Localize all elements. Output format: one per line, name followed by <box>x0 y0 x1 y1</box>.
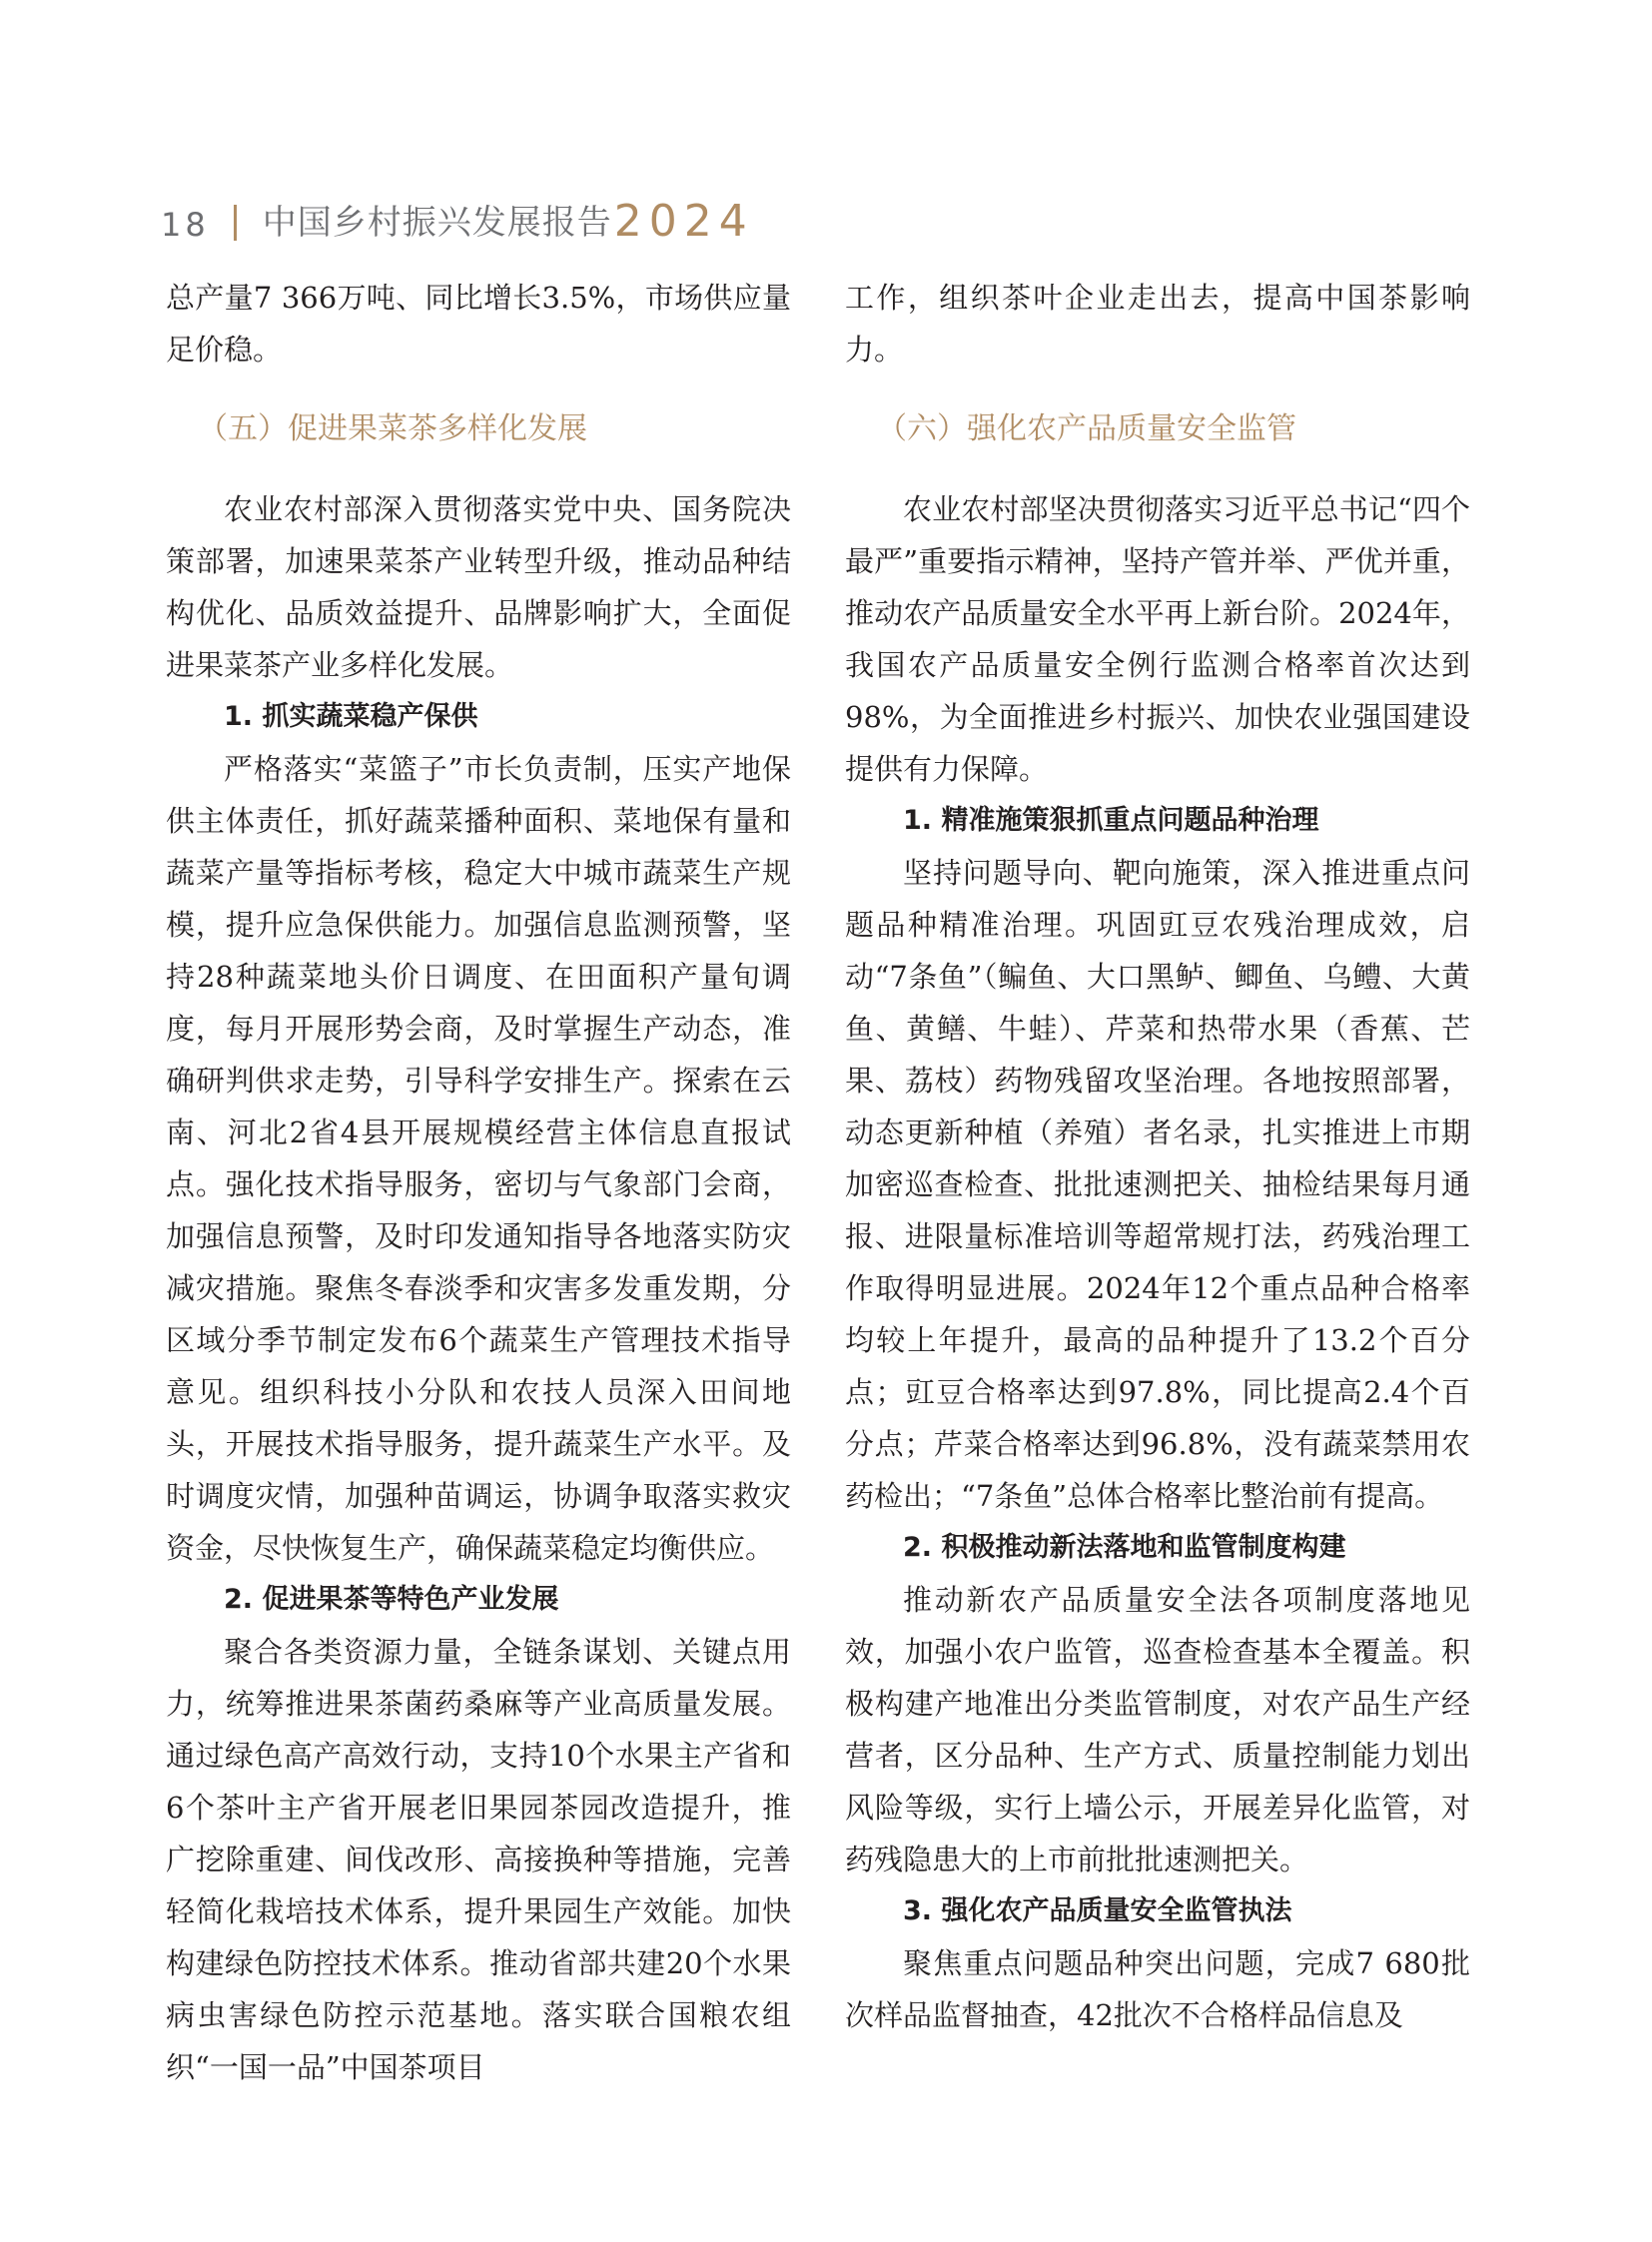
subheading-new-law: 2. 积极推动新法落地和监管制度构建 <box>903 1532 1346 1563</box>
book-title: 中国乡村振兴发展报告 <box>262 203 612 243</box>
section-6-intro: 农业农村部坚决贯彻落实习近平总书记“四个最严”重要指示精神，坚持产管并举、严优并重，推动农产品质量安全水平再上新台阶。2024年，我国农产品质量安全例行监测合格率首次达到98%，为全面推进乡村振兴、加快农业强国建设提供有力保障。 <box>845 492 1470 786</box>
paragraph-fruit-tea-industry: 聚合各类资源力量，全链条谋划、关键点用力，统筹推进果茶菌药桑麻等产业高质量发展。通过绿色高产高效行动，支持10个水果主产省和6个茶叶主产省开展老旧果园茶园改造提升，推广挖除重建、间伐改形、高接换种等措施，完善轻简化栽培技术体系，提升果园生产效能。加快构建绿色防控技术体系。推动省部共建20个水果病虫害绿色防控示范基地。落实联合国粮农组织“一国一品”中国茶项目 <box>166 1635 791 2084</box>
subheading-vegetable-supply: 1. 抓实蔬菜稳产保供 <box>224 701 478 732</box>
section-5-intro: 农业农村部深入贯彻落实党中央、国务院决策部署，加速果菜茶产业转型升级，推动品种结构优化、品质效益提升、品牌影响扩大，全面促进果菜茶产业多样化发展。 <box>166 492 791 682</box>
paragraph-vegetable-supply: 严格落实“菜篮子”市长负责制，压实产地保供主体责任，抓好蔬菜播种面积、菜地保有量和蔬菜产量等指标考核，稳定大中城市蔬菜生产规模，提升应急保供能力。加强信息监测预警，坚持28种蔬菜地头价日调度、在田面积产量旬调度，每月开展形势会商，及时掌握生产动态，准确研判供求走势，引导科学安排生产。探索在云南、河北2省4县开展规模经营主体信息直报试点。强化技术指导服务，密切与气象部门会商，加强信息预警，及时印发通知指导各地落实防灾减灾措施。聚焦冬春淡季和灾害多发重发期，分区域分季节制定发布6个蔬菜生产管理技术指导意见。组织科技小分队和农技人员深入田间地头，开展技术指导服务，提升蔬菜生产水平。及时调度灾情，加强种苗调运，协调争取落实救灾资金，尽快恢复生产，确保蔬菜稳定均衡供应。 <box>166 752 791 1565</box>
running-header <box>161 188 754 247</box>
subheading-fruit-tea-industry: 2. 促进果茶等特色产业发展 <box>224 1584 559 1615</box>
subheading-key-varieties: 1. 精准施策狠抓重点问题品种治理 <box>903 805 1319 836</box>
paragraph-enforcement: 聚焦重点问题品种突出问题，完成7 680批次样品监督抽查，42批次不合格样品信息及 <box>845 1946 1470 2032</box>
paragraph-key-varieties: 坚持问题导向、靶向施策，深入推进重点问题品种精准治理。巩固豇豆农残治理成效，启动“7条鱼”（鳊鱼、大口黑鲈、鲫鱼、乌鳢、大黄鱼、黄鳝、牛蛙）、芹菜和热带水果（香蕉、芒果、荔枝）药物残留攻坚治理。各地按照部署，动态更新种植（养殖）者名录，扎实推进上市期加密巡查检查、批批速测把关、抽检结果每月通报、进限量标准培训等超常规打法，药残治理工作取得明显进展。2024年12个重点品种合格率均较上年提升，最高的品种提升了13.2个百分点；豇豆合格率达到97.8%，同比提高2.4个百分点；芹菜合格率达到96.8%，没有蔬菜禁用农药检出；“7条鱼”总体合格率比整治前有提高。 <box>845 856 1470 1513</box>
book-year: 2024 <box>613 196 754 247</box>
section-heading-5: （五）促进果菜茶多样化发展 <box>198 411 587 446</box>
subheading-enforcement: 3. 强化农产品质量安全监管执法 <box>903 1895 1292 1926</box>
page-number: 18 <box>161 206 210 244</box>
header-divider <box>234 205 237 241</box>
paragraph-new-law: 推动新农产品质量安全法各项制度落地见效，加强小农户监管，巡查检查基本全覆盖。积极构建产地准出分类监管制度，对农产品生产经营者，区分品种、生产方式、质量控制能力划出风险等级，实行上墙公示，开展差异化监管，对药残隐患大的上市前批批速测把关。 <box>845 1583 1470 1876</box>
continued-paragraph: 总产量7 366万吨、同比增长3.5%，市场供应量足价稳。 <box>166 281 791 367</box>
continued-paragraph: 工作，组织茶叶企业走出去，提高中国茶影响力。 <box>845 281 1470 367</box>
right-column <box>845 272 1470 2041</box>
section-heading-6: （六）强化农产品质量安全监管 <box>877 411 1296 446</box>
left-column <box>166 272 791 2093</box>
